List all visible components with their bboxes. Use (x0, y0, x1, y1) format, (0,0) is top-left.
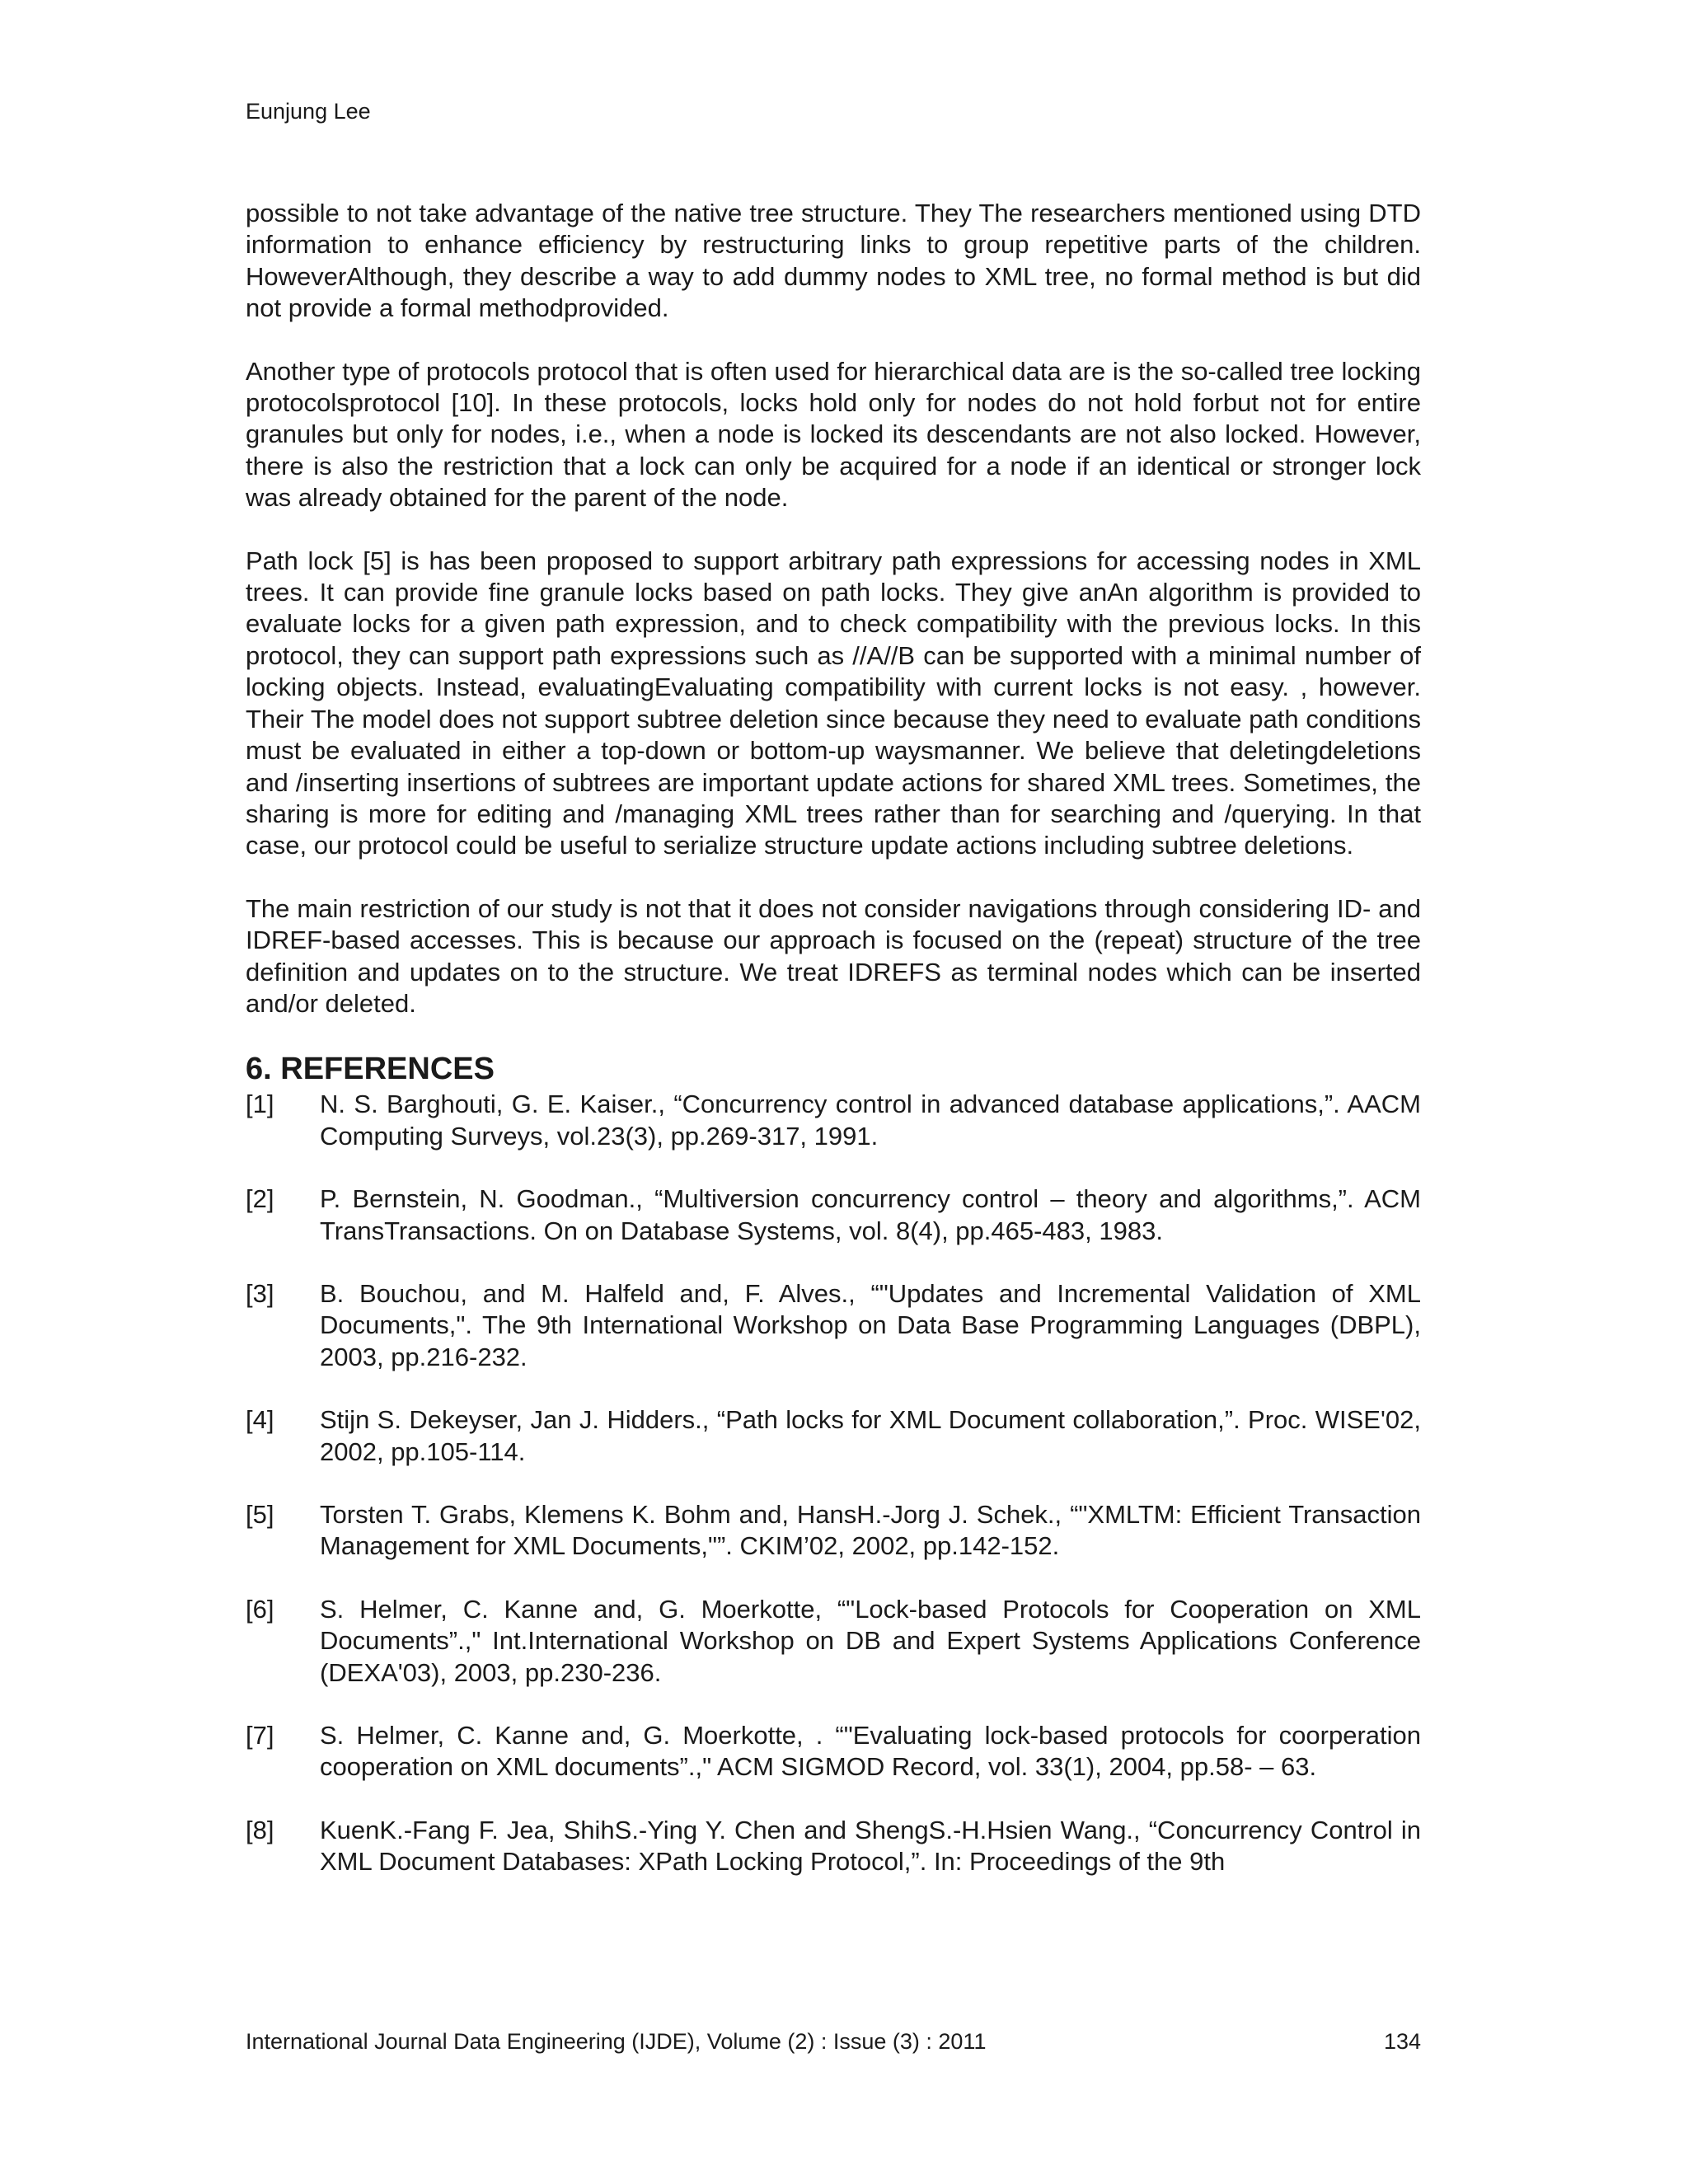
reference-number: [3] (246, 1278, 274, 1308)
running-head: Eunjung Lee (246, 99, 371, 124)
reference-number: [4] (246, 1405, 274, 1435)
reference-number: [1] (246, 1090, 274, 1119)
reference-item (246, 1594, 1421, 1689)
reference-text: S. Helmer, C. Kanne and, G. Moerkotte, . “"Evaluating lock-based protocols for coorperation cooperation on XML documents”.," ACM SIGMOD Record, vol. 33(1), 2004, pp.58- – 63. (320, 1721, 1421, 1782)
reference-number: [8] (246, 1815, 274, 1844)
reference-item (246, 1815, 1421, 1878)
references-heading: 6. REFERENCES (246, 1052, 495, 1087)
journal-citation: International Journal Data Engineering (IJDE), Volume (2) : Issue (3) : 2011 (246, 2029, 987, 2054)
paragraph: possible to not take advantage of the native tree structure. They The researchers mentioned using DTD information to enhance efficiency by restructuring links to group repetitive parts of the children. HoweverAlthough, they describe a way to add dummy nodes to XML tree, no formal method is but did not provide a formal methodprovided. (246, 199, 1421, 323)
page-footer (246, 2027, 1421, 2055)
paragraph: Path lock [5] is has been proposed to support arbitrary path expressions for accessing nodes in XML trees. It can provide fine granule locks based on path locks. They give anAn algorithm is provided to evaluate locks for a given path expression, and to check compatibility with the previous locks. In this protocol, they can support path expressions such as //A//B can be supported with a minimal number of locking objects. Instead, evaluatingEvaluating compatibility with current locks is not easy. , however. Their The model does not support subtree deletion since because they need to evaluate path conditions must be evaluated in either a top-down or bottom-up waysmanner. We believe that deletingdeletions and /inserting insertions of subtrees are important update actions for shared XML trees. Sometimes, the sharing is more for editing and /managing XML trees rather than for searching and /querying. In that case, our protocol could be useful to serialize structure update actions including subtree deletions. (246, 546, 1421, 860)
reference-item (246, 1720, 1421, 1783)
reference-text: N. S. Barghouti, G. E. Kaiser., “Concurrency control in advanced database applications,”. AACM Computing Surveys, vol.23(3), pp.269-317, 1991. (320, 1090, 1421, 1151)
reference-number: [6] (246, 1594, 274, 1624)
reference-text: S. Helmer, C. Kanne and, G. Moerkotte, “"Lock-based Protocols for Cooperation on XML Documents”.," Int.International Workshop on DB and Expert Systems Applications Conference (DEXA'03), 2003, pp.230-236. (320, 1594, 1421, 1687)
reference-item (246, 1183, 1421, 1247)
reference-number: [2] (246, 1184, 274, 1214)
page-number: 134 (1383, 2029, 1421, 2054)
paragraph: The main restriction of our study is not that it does not consider navigations through considering ID- and IDREF-based accesses. This is because our approach is focused on the (repeat) structure of the tree definition and updates on to the structure. We treat IDREFS as terminal nodes which can be inserted and/or deleted. (246, 893, 1421, 1018)
reference-number: [7] (246, 1721, 274, 1750)
reference-text: Stijn S. Dekeyser, Jan J. Hidders., “Path locks for XML Document collaboration,”. Proc. WISE'02, 2002, pp.105-114. (320, 1405, 1421, 1466)
reference-text: KuenK.-Fang F. Jea, ShihS.-Ying Y. Chen and ShengS.-H.Hsien Wang., “Concurrency Control in XML Document Databases: XPath Locking Protocol,”. In: Proceedings of the 9th (320, 1815, 1421, 1877)
reference-number: [5] (246, 1500, 274, 1529)
reference-text: Torsten T. Grabs, Klemens K. Bohm and, HansH.-Jorg J. Schek., “"XMLTM: Efficient Transaction Management for XML Documents,"”. CKIM’02, 2002, pp.142-152. (320, 1500, 1421, 1561)
reference-text: P. Bernstein, N. Goodman., “Multiversion concurrency control – theory and algorithms,”. ACM TransTransactions. On on Database Systems, vol. 8(4), pp.465-483, 1983. (320, 1184, 1421, 1245)
reference-item (246, 1404, 1421, 1468)
reference-item (246, 1278, 1421, 1373)
reference-text: B. Bouchou, and M. Halfeld and, F. Alves., “"Updates and Incremental Validation of XML Documents,". The 9th International Workshop on Data Base Programming Languages (DBPL), 2003, pp.216-232. (320, 1278, 1421, 1371)
reference-item (246, 1499, 1421, 1563)
reference-item (246, 1089, 1421, 1152)
paragraph: Another type of protocols protocol that is often used for hierarchical data are is the so-called tree locking protocolsprotocol [10]. In these protocols, locks hold only for nodes do not hold forbut not for entire granules but only for nodes, i.e., when a node is locked its descendants are not also locked. However, there is also the restriction that a lock can only be acquired for a node if an identical or stronger lock was already obtained for the parent of the node. (246, 356, 1421, 513)
body-text (246, 198, 1421, 1910)
